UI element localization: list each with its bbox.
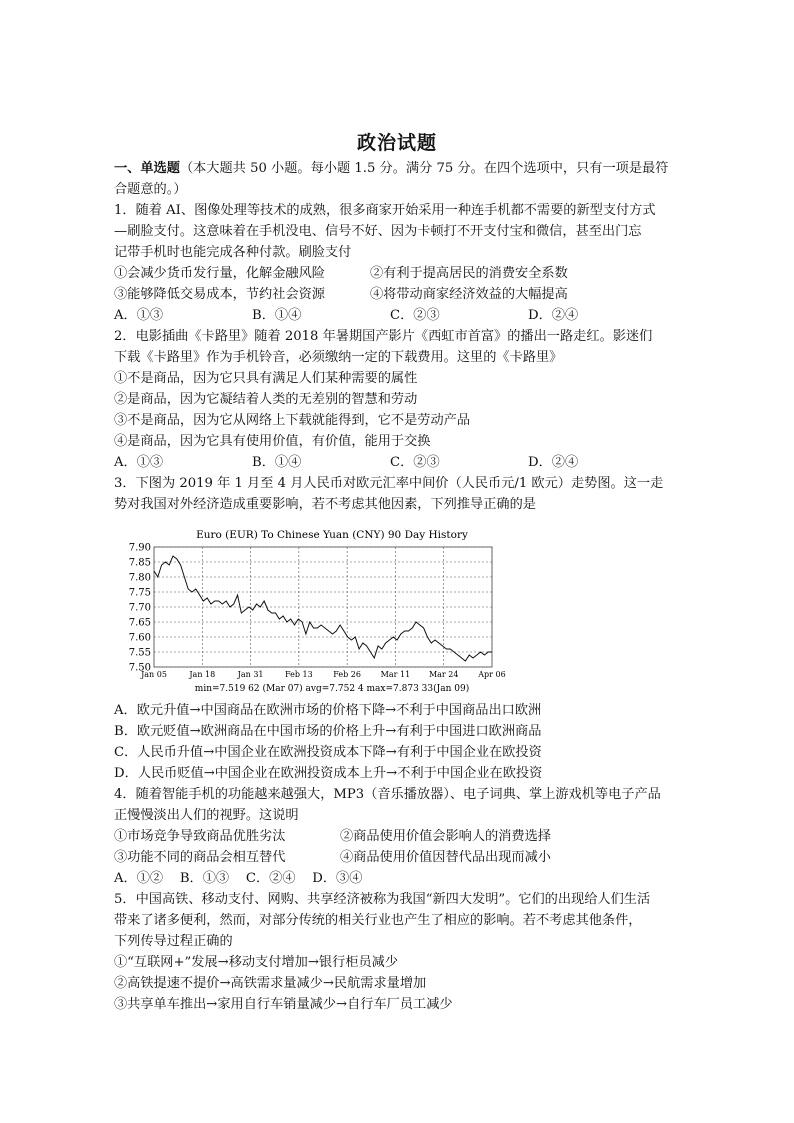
q1-statement-3: ③能够降低交易成本，节约社会资源 — [114, 287, 325, 302]
q1-option-c[interactable]: C．②③ — [390, 308, 440, 323]
q2-statement-3: ③不是商品，因为它从网络上下载就能得到，它不是劳动产品 — [114, 413, 471, 428]
q3-stem-line: 3．下图为 2019 年 1 月至 4 月人民币对欧元汇率中间价（人民币元/1 欧元）走势图。这一走 — [114, 476, 664, 491]
x-tick-label: Feb 26 — [333, 670, 361, 679]
q5-statement-3: ③共享单车推出→家用自行车销量减少→自行车厂员工减少 — [114, 997, 453, 1012]
q2-statement-1: ①不是商品，因为它只具有满足人们某种需要的属性 — [114, 371, 418, 386]
y-tick-label: 7.55 — [128, 647, 151, 659]
x-tick-label: Jan 31 — [237, 670, 264, 679]
q3-stem-line: 势对我国对外经济造成重要影响，若不考虑其他因素，下列推导正确的是 — [114, 497, 536, 512]
q2-statement-4: ④是商品，因为它具有使用价值，有价值，能用于交换 — [114, 434, 431, 449]
q3-option-b[interactable]: B．欧元贬值→欧洲商品在中国市场的价格上升→有利于中国进口欧洲商品 — [114, 724, 542, 739]
chart-footer-stats: min=7.519 62 (Mar 07) avg=7.752 4 max=7.873 33(Jan 09) — [194, 684, 470, 694]
q1-statement-2: ②有利于提高居民的消费安全系数 — [370, 266, 568, 281]
y-tick-label: 7.65 — [128, 617, 151, 629]
q2-option-d[interactable]: D．②④ — [528, 455, 579, 470]
q3-option-d[interactable]: D．人民币贬值→中国企业在欧洲投资成本上升→不利于中国企业在欧投资 — [114, 766, 543, 781]
exchange-rate-chart — [120, 524, 506, 696]
section-desc-line1: （本大题共 50 小题。每小题 1.5 分。满分 75 分。在四个选项中，只有一项是最符 — [179, 161, 669, 176]
q4-statement-1: ①市场竞争导致商品优胜劣汰 — [114, 829, 286, 844]
chart-title: Euro (EUR) To Chinese Yuan (CNY) 90 Day History — [196, 529, 468, 541]
q1-option-a[interactable]: A．①③ — [114, 308, 164, 323]
q2-option-c[interactable]: C．②③ — [390, 455, 440, 470]
q2-option-b[interactable]: B．①④ — [252, 455, 302, 470]
section-desc-line2: 合题意的。） — [114, 182, 187, 197]
y-axis-ticks — [129, 543, 151, 674]
q1-stem-line: 1．随着 AI、图像处理等技术的成熟，很多商家开始采用一种连手机都不需要的新型支付方式 — [114, 203, 656, 218]
y-tick-label: 7.70 — [128, 602, 151, 614]
y-tick-label: 7.50 — [128, 662, 151, 674]
y-tick-label: 7.80 — [128, 572, 151, 584]
q5-statement-2: ②高铁提速不提价→高铁需求量减少→民航需求量增加 — [114, 976, 427, 991]
y-tick-label: 7.75 — [128, 587, 151, 599]
q2-statement-2: ②是商品，因为它凝结着人类的无差别的智慧和劳动 — [114, 392, 418, 407]
y-tick-label: 7.60 — [128, 632, 151, 644]
q3-option-a[interactable]: A．欧元升值→中国商品在欧洲市场的价格下降→不利于中国商品出口欧洲 — [114, 703, 542, 718]
q2-stem-line: 2．电影插曲《卡路里》随着 2018 年暑期国产影片《西虹市首富》的播出一路走红。影迷们 — [114, 329, 653, 344]
page-title: 政治试题 — [356, 132, 437, 154]
q4-statement-4: ④商品使用价值因替代品出现而减小 — [340, 850, 551, 865]
q5-statement-1: ①“互联网+”发展→移动支付增加→银行柜员减少 — [114, 955, 399, 970]
q2-stem-line: 下载《卡路里》作为手机铃音，必须缴纳一定的下载费用。这里的《卡路里》 — [114, 350, 563, 365]
x-tick-label: Apr 06 — [478, 670, 506, 679]
q1-stem-line: 记带手机时也能完成各种付款。刷脸支付 — [114, 245, 352, 260]
x-axis-ticks — [140, 670, 506, 679]
chart-svg — [120, 524, 506, 696]
q4-statement-2: ②商品使用价值会影响人的消费选择 — [340, 829, 551, 844]
q1-statement-4: ④将带动商家经济效益的大幅提高 — [370, 287, 568, 302]
chart-grid — [154, 547, 492, 667]
section-heading: 一、单选题 — [114, 161, 180, 176]
q5-stem-line: 带来了诸多便利，然而，对部分传统的相关行业也产生了相应的影响。若不考虑其他条件， — [114, 913, 642, 928]
q5-stem-line: 下列传导过程正确的 — [114, 934, 233, 949]
x-tick-label: Jan 18 — [189, 670, 216, 679]
y-tick-label: 7.90 — [128, 542, 151, 554]
x-tick-label: Mar 24 — [428, 670, 459, 679]
series-line — [154, 556, 492, 661]
q4-statement-3: ③功能不同的商品会相互替代 — [114, 850, 286, 865]
q1-statement-1: ①会减少货币发行量，化解金融风险 — [114, 266, 325, 281]
q1-option-b[interactable]: B．①④ — [252, 308, 302, 323]
x-tick-label: Feb 13 — [285, 670, 313, 679]
series-layer — [154, 556, 492, 661]
q4-stem-line: 正慢慢淡出人们的视野。这说明 — [114, 808, 299, 823]
q5-stem-line: 5．中国高铁、移动支付、网购、共享经济被称为我国“新四大发明”。它们的出现给人们生活 — [114, 892, 651, 907]
q1-option-d[interactable]: D．②④ — [528, 308, 579, 323]
q4-stem-line: 4．随着智能手机的功能越来越强大，MP3（音乐播放器）、电子词典、掌上游戏机等电子产品 — [114, 787, 661, 802]
q3-option-c[interactable]: C．人民币升值→中国企业在欧洲投资成本下降→有利于中国企业在欧投资 — [114, 745, 542, 760]
x-tick-label: Mar 11 — [380, 670, 411, 679]
q4-options[interactable]: A．①② B．①③ C．②④ D．③④ — [114, 871, 363, 886]
section-header — [114, 160, 668, 178]
x-tick-label: Jan 05 — [141, 670, 167, 679]
y-tick-label: 7.85 — [128, 557, 151, 569]
q2-option-a[interactable]: A．①③ — [114, 455, 164, 470]
q1-stem-line: —刷脸支付。这意味着在手机没电、信号不好、因为卡顿打不开支付宝和微信，甚至出门忘 — [114, 224, 642, 239]
